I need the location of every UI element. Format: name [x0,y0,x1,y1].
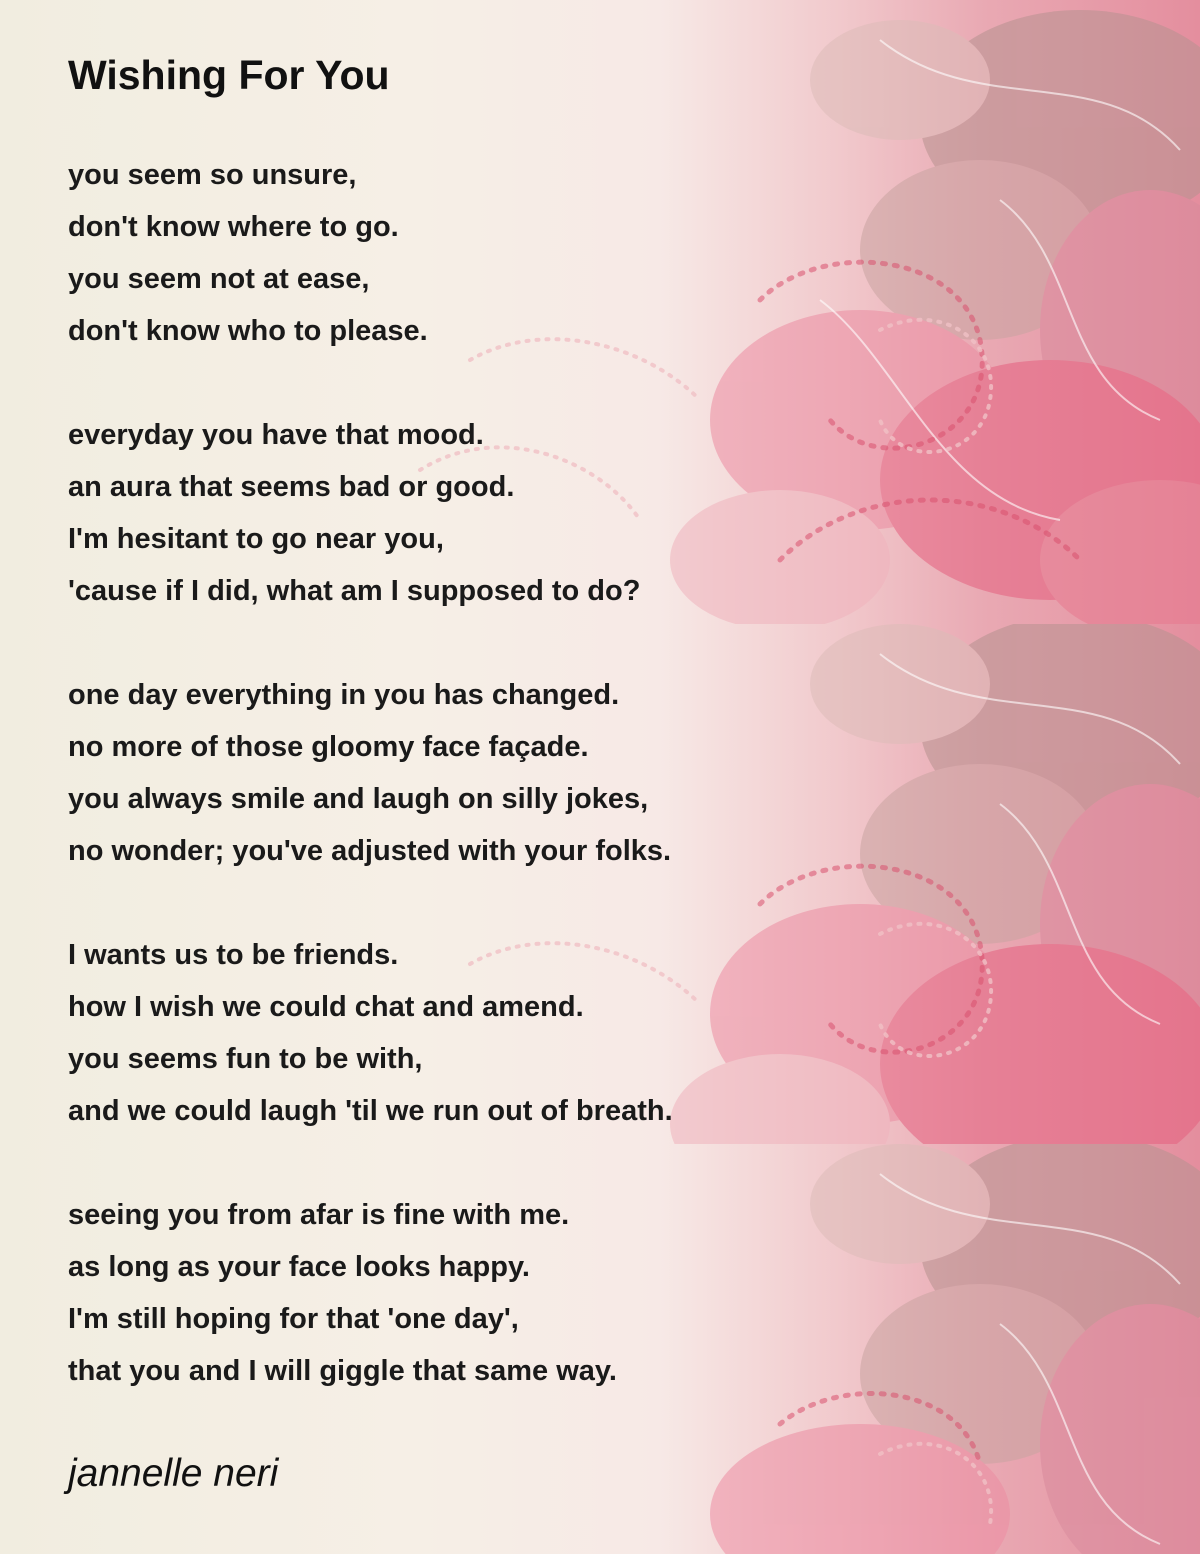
poem-line: as long as your face looks happy. [68,1251,530,1283]
poem-line: that you and I will giggle that same way. [68,1355,617,1387]
poem-line: I'm hesitant to go near you, [68,523,444,555]
poem-line: and we could laugh 'til we run out of breath. [68,1095,673,1127]
poem-line: don't know who to please. [68,315,428,347]
poem-line: you seem so unsure, [68,159,357,191]
poem-line: everyday you have that mood. [68,419,484,451]
poem-line: you always smile and laugh on silly jokes, [68,783,649,815]
poem-line: you seem not at ease, [68,263,370,295]
poem-line: I'm still hoping for that 'one day', [68,1303,519,1335]
poem-author: jannelle neri [68,1452,279,1495]
poem-title: Wishing For You [68,52,390,98]
poem-line: don't know where to go. [68,211,399,243]
poem-line: 'cause if I did, what am I supposed to do? [68,575,641,607]
poem-line: you seems fun to be with, [68,1043,423,1075]
poem-line: no wonder; you've adjusted with your folks. [68,835,672,867]
poem-line: one day everything in you has changed. [68,679,620,711]
poem-line: how I wish we could chat and amend. [68,991,584,1023]
poem-line: an aura that seems bad or good. [68,471,515,503]
poem-line: no more of those gloomy face façade. [68,731,589,763]
poem-line: I wants us to be friends. [68,939,399,971]
poem-line: seeing you from afar is fine with me. [68,1199,570,1231]
